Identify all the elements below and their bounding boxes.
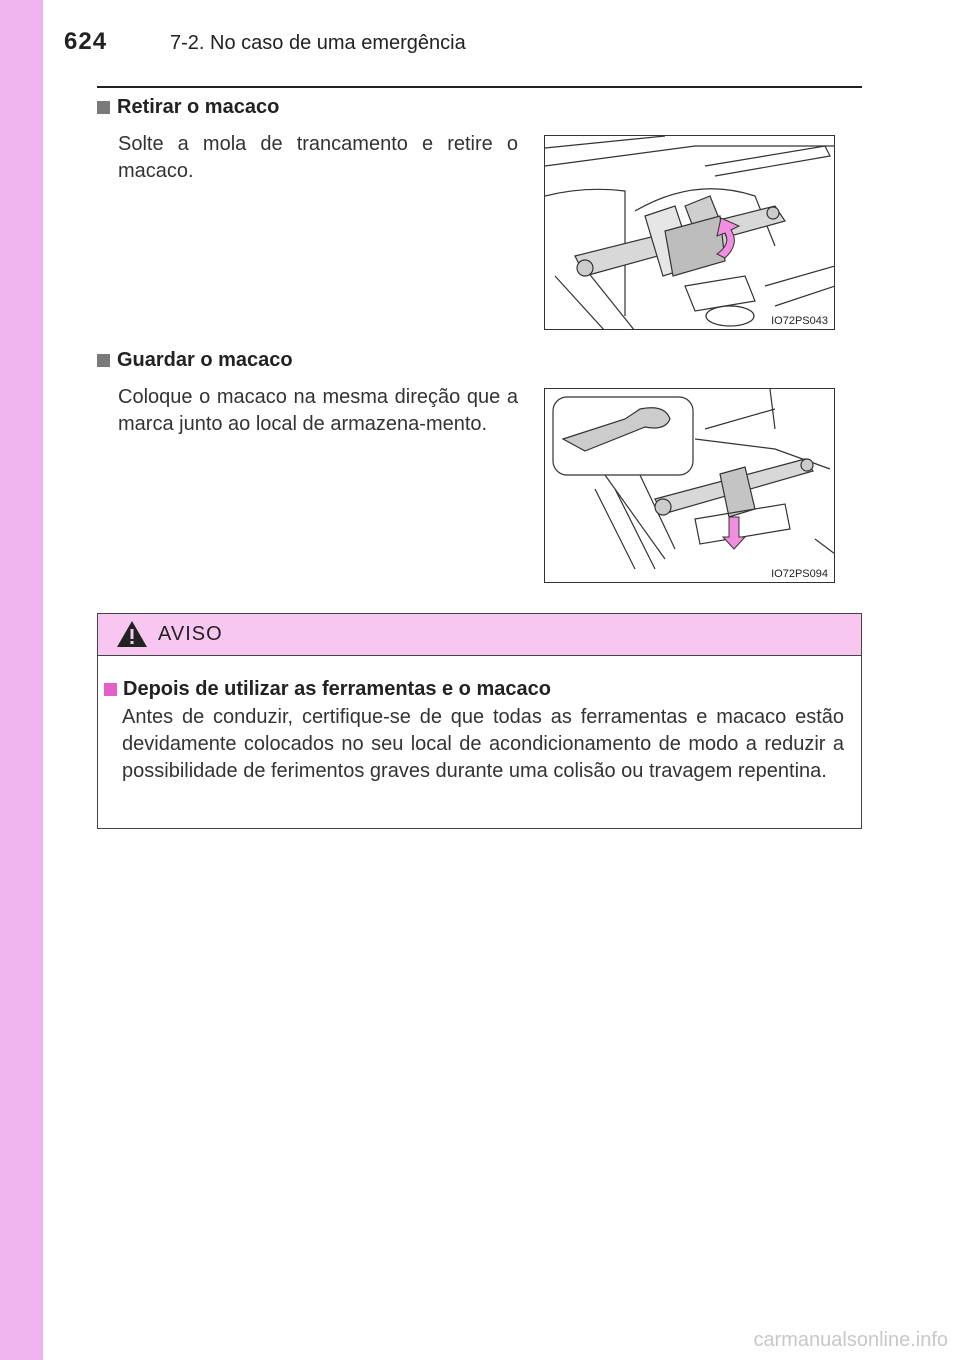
figure-remove-jack: [544, 135, 835, 330]
warning-subheading: [104, 678, 551, 701]
warning-triangle-icon: [115, 619, 149, 649]
header-rule: [97, 86, 862, 88]
page-number: 624: [64, 28, 108, 55]
section-heading-remove-jack: [97, 96, 279, 119]
section-title: Guardar o macaco: [117, 349, 293, 371]
section-title: Retirar o macaco: [117, 96, 280, 118]
square-bullet-icon: [97, 354, 110, 367]
warning-header: [98, 614, 861, 656]
square-bullet-icon: [97, 101, 110, 114]
section-text: Coloque o macaco na mesma direção que a marca junto ao local de armazena-mento.: [118, 386, 518, 435]
jack-storage-illustration: [545, 389, 835, 583]
jack-removal-illustration: [545, 136, 835, 330]
chapter-title: 7-2. No caso de uma emergência: [170, 32, 466, 54]
square-bullet-icon: [104, 683, 117, 696]
warning-title: AVISO: [158, 623, 223, 645]
figure-code: IO72PS094: [771, 568, 828, 580]
figure-store-jack: [544, 388, 835, 583]
warning-subtitle: Depois de utilizar as ferramentas e o macaco: [123, 678, 551, 700]
warning-box: [97, 613, 862, 829]
watermark: carmanualsonline.info: [753, 1329, 948, 1351]
section-heading-store-jack: [97, 349, 293, 372]
figure-code: IO72PS043: [771, 315, 828, 327]
warning-body: Antes de conduzir, certifique-se de que todas as ferramentas e macaco estão devidamente colocados no seu local de acondicionamento de modo a reduzir a possibilidade de ferimentos graves durante uma colisão ou travagem repentina.: [122, 706, 844, 782]
chapter-side-band: [0, 0, 43, 1360]
section-text: Solte a mola de trancamento e retire o macaco.: [118, 133, 518, 182]
